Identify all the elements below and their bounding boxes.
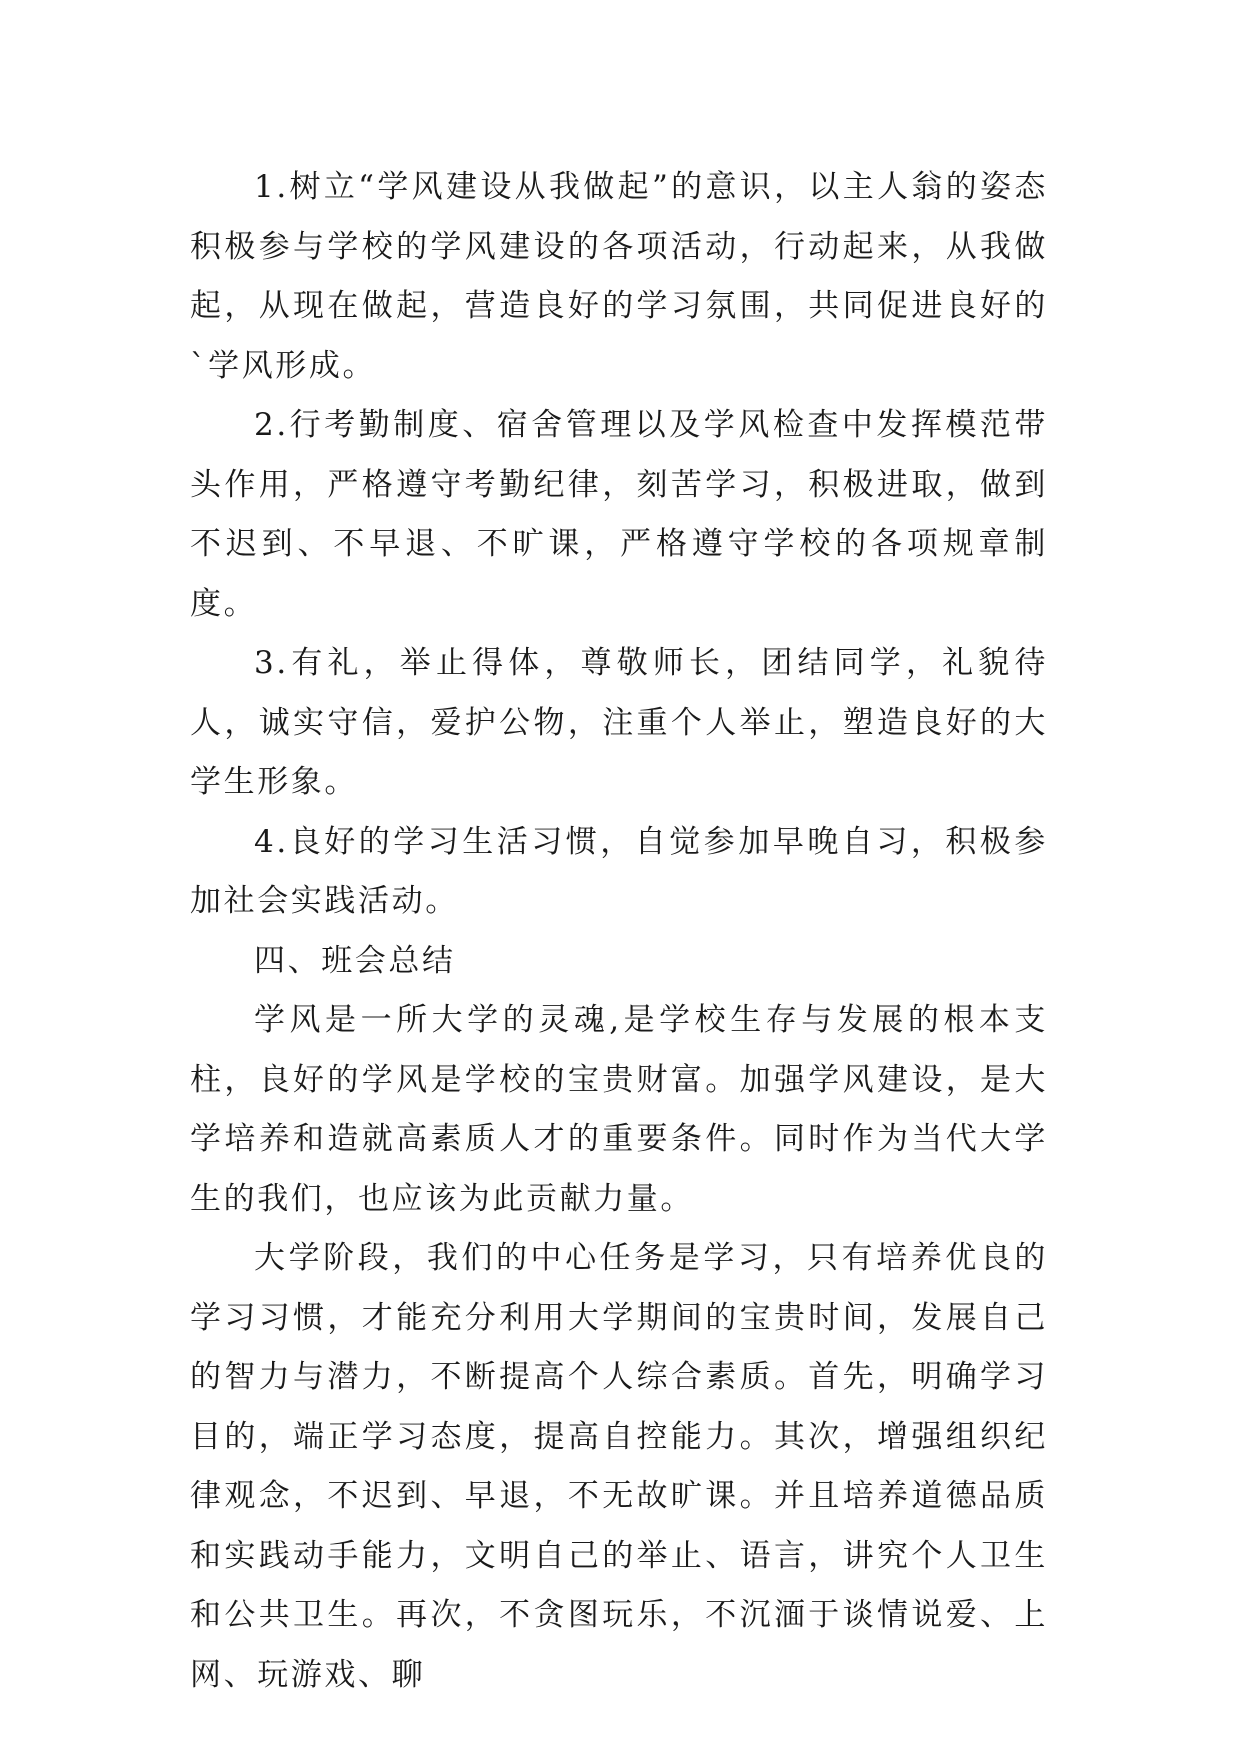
paragraph-item-2: 2.行考勤制度、宿舍管理以及学风检查中发挥模范带头作用，严格遵守考勤纪律，刻苦学习，积极进取，做到不迟到、不早退、不旷课，严格遵守学校的各项规章制度。 xyxy=(190,407,1048,622)
paragraph-item-1: 1.树立“学风建设从我做起”的意识，以主人翁的姿态积极参与学校的学风建设的各项活动，行动起来，从我做起，从现在做起，营造良好的学习氛围，共同促进良好的`学风形成。 xyxy=(190,169,1048,384)
paragraph-item-3: 3.有礼，举止得体，尊敬师长，团结同学，礼貌待人，诚实守信，爱护公物，注重个人举止，塑造良好的大学生形象。 xyxy=(190,645,1048,800)
document-page xyxy=(190,158,1048,1705)
paragraph-item-4: 4.良好的学习生活习惯，自觉参加早晚自习，积极参加社会实践活动。 xyxy=(190,823,1048,919)
summary-paragraph-1: 学风是一所大学的灵魂,是学校生存与发展的根本支柱，良好的学风是学校的宝贵财富。加强学风建设，是大学培养和造就高素质人才的重要条件。同时作为当代大学生的我们，也应该为此贡献力量。 xyxy=(190,1002,1048,1217)
summary-paragraph-2: 大学阶段，我们的中心任务是学习，只有培养优良的学习习惯，才能充分利用大学期间的宝贵时间，发展自己的智力与潜力，不断提高个人综合素质。首先，明确学习目的，端正学习态度，提高自控能力。其次，增强组织纪律观念，不迟到、早退，不无故旷课。并且培养道德品质和实践动手能力，文明自己的举止、语言，讲究个人卫生和公共卫生。再次，不贪图玩乐，不沉湎于谈情说爱、上网、玩游戏、聊 xyxy=(190,1240,1048,1693)
section-heading: 四、班会总结 xyxy=(254,942,456,979)
